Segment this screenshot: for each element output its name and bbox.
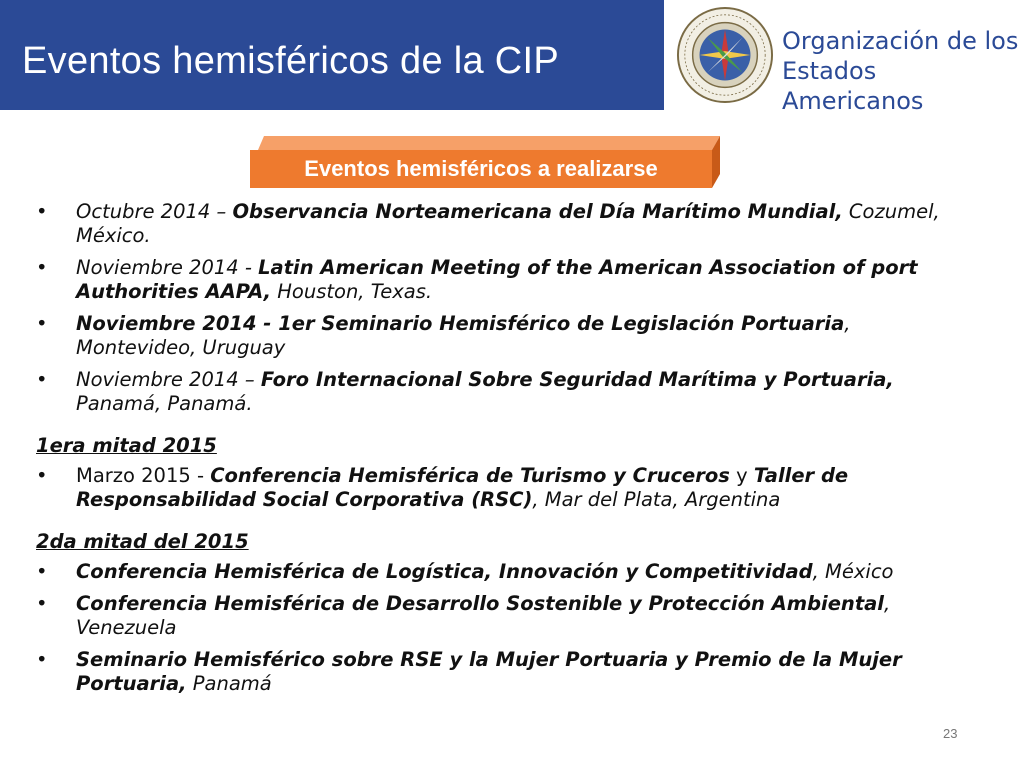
list-item: • Conferencia Hemisférica de Desarrollo Sostenible y Protección Ambiental, Venezuela: [36, 592, 891, 639]
bullet: •: [36, 464, 48, 487]
section-heading-second-half-2015: 2da mitad del 2015: [36, 530, 249, 553]
org-name-line2: Estados Americanos: [782, 57, 924, 115]
page-number: 23: [943, 726, 958, 741]
list-item: • Marzo 2015 - Conferencia Hemisférica de Turismo y Cruceros y Taller de Responsabilidad Social Corporativa (RSC), Mar del Plata, Argentina: [36, 464, 849, 511]
org-name-line1: Organización de los: [782, 27, 1019, 55]
list-item: • Conferencia Hemisférica de Logística, Innovación y Competitividad, México: [36, 560, 894, 583]
list-item: • Noviembre 2014 – Foro Internacional Sobre Seguridad Marítima y Portuaria, Panamá, Panamá.: [36, 368, 894, 415]
slide-title: Eventos hemisféricos de la CIP: [22, 40, 560, 82]
banner-label: Eventos hemisféricos a realizarse: [304, 156, 658, 181]
oas-seal-logo: [676, 6, 774, 104]
bullet: •: [36, 200, 48, 223]
bullet: •: [36, 256, 48, 279]
bullet: •: [36, 560, 48, 583]
list-item: • Noviembre 2014 - Latin American Meeting of the American Association of port Authorities AAPA, Houston, Texas.: [36, 256, 918, 303]
bullet: •: [36, 648, 48, 671]
list-item: • Octubre 2014 – Observancia Norteamericana del Día Marítimo Mundial, Cozumel, México.: [36, 200, 940, 247]
section-heading-first-half-2015: 1era mitad 2015: [36, 434, 217, 457]
list-item: • Seminario Hemisférico sobre RSE y la Mujer Portuaria y Premio de la Mujer Portuaria, Panamá: [36, 648, 902, 695]
organization-name: [782, 26, 1024, 116]
list-item: • Noviembre 2014 - 1er Seminario Hemisférico de Legislación Portuaria, Montevideo, Uruguay: [36, 312, 851, 359]
event-list: [36, 200, 976, 704]
bullet: •: [36, 368, 48, 391]
bullet: •: [36, 312, 48, 335]
bullet: •: [36, 592, 48, 615]
